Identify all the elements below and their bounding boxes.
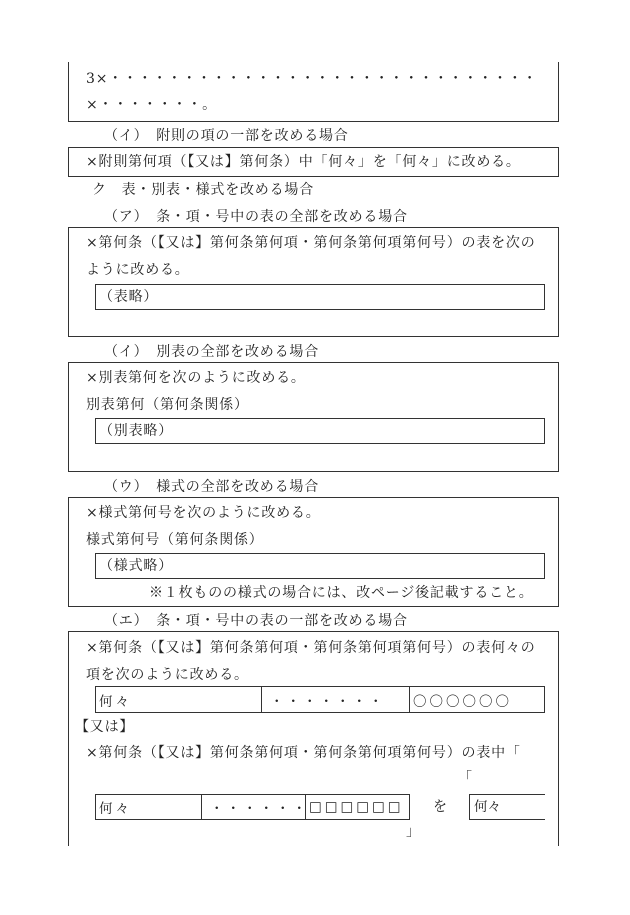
top-block-right-border — [558, 62, 559, 122]
section-a-line-1: ×第何条（【又は】第何条第何項・第何条第何項第何号）の表を次の — [86, 235, 536, 251]
top-block-line-2: ×・・・・・・・。 — [86, 97, 217, 113]
table-2-right-top-border — [469, 794, 545, 795]
section-d-table-2 — [95, 794, 410, 820]
section-b-inner-text: （別表略） — [99, 423, 173, 439]
section-d-heading: （エ） 条・項・号中の表の一部を改める場合 — [104, 613, 408, 629]
table-2-cell-2: ・・・・・・ — [202, 795, 306, 819]
table-2-right-bottom-border — [469, 819, 545, 820]
section-d-wo: を — [433, 799, 447, 815]
table-2-cell-3: □□□□□□ — [309, 799, 404, 815]
section-d-line-3: ×第何条（【又は】第何条第何項・第何条第何項第何号）の表中「 — [86, 745, 521, 761]
section-b-heading: （イ） 別表の全部を改める場合 — [104, 344, 319, 360]
section-d-close-bracket: 」 — [406, 824, 420, 840]
top-block-line-1: 3×・・・・・・・・・・・・・・・・・・・・・・・・・・・・・ — [86, 71, 538, 87]
section-a-inner-text: （表略） — [99, 289, 159, 305]
section-d-right-border — [558, 631, 559, 846]
section-b-line-2: 別表第何（第何条関係） — [86, 397, 249, 413]
section-d-open-bracket: 「 — [458, 770, 472, 786]
section-a-inner-box — [95, 284, 545, 310]
table-2-cell-1: 何々 — [96, 795, 202, 819]
section-d-table-1 — [95, 686, 545, 713]
section-c-note: ※１枚ものの様式の場合には、改ページ後記載すること。 — [149, 585, 534, 601]
section-i-supp-text: ×附則第何項（【又は】第何条）中「何々」を「何々」に改める。 — [86, 154, 521, 170]
section-a-heading: （ア） 条・項・号中の表の全部を改める場合 — [104, 209, 408, 225]
table-1-cell-3: 〇〇〇〇〇〇 — [413, 693, 512, 710]
section-c-heading: （ウ） 様式の全部を改める場合 — [104, 479, 319, 495]
section-c-line-2: 様式第何号（第何条関係） — [86, 532, 264, 548]
section-c-line-1: ×様式第何号を次のように改める。 — [86, 505, 321, 521]
section-d-or-label: 【又は】 — [75, 719, 135, 735]
section-d-line-2: 項を次のように改める。 — [86, 667, 249, 683]
section-i-supp-heading: （イ） 附則の項の一部を改める場合 — [104, 128, 349, 144]
section-b-line-1: ×別表第何を次のように改める。 — [86, 370, 306, 386]
table-2-right-left-border — [469, 794, 470, 820]
top-block-left-border — [68, 62, 69, 122]
section-ku-heading: ク 表・別表・様式を改める場合 — [92, 182, 314, 198]
table-1-cell-1: 何々 — [96, 687, 262, 712]
section-d-line-1: ×第何条（【又は】第何条第何項・第何条第何項第何号）の表何々の — [86, 640, 536, 656]
section-d-top-border — [68, 631, 559, 632]
section-a-line-2: ように改める。 — [86, 262, 190, 278]
section-d-left-border — [68, 631, 69, 846]
section-c-inner-text: （様式略） — [99, 558, 173, 574]
table-2-right-cell: 何々 — [474, 799, 501, 815]
table-1-cell-2: ・・・・・・・ — [262, 687, 410, 712]
top-block-bottom-border — [68, 121, 559, 122]
